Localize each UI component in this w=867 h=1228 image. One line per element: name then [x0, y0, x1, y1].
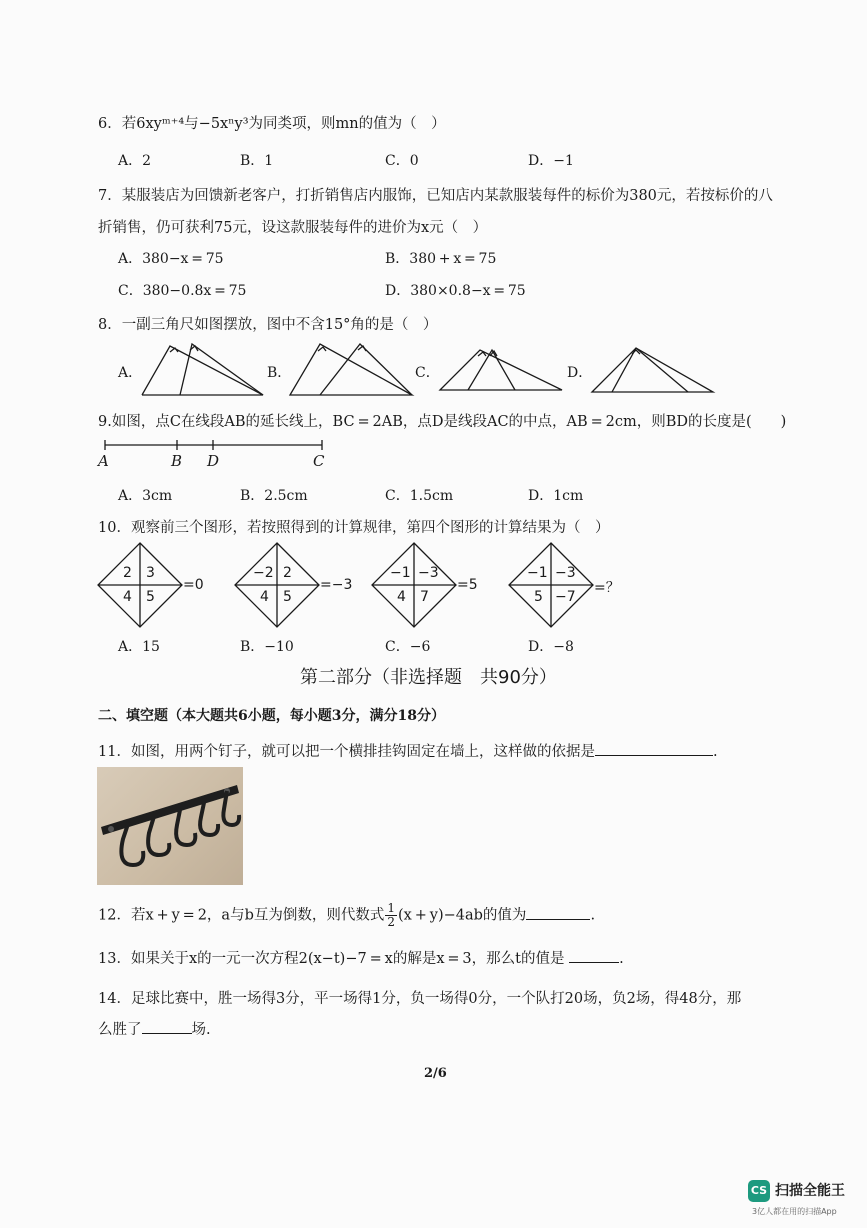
q10-fig2-cell-tl: −2	[253, 565, 274, 581]
q10-fig4-result: =？	[594, 580, 620, 596]
q9-text: 9.如图，点C在线段AB的延长线上，BC = 2AB，点D是线段AC的中点，AB = 2cm，则BD的长度是( )	[98, 414, 787, 430]
q13-answer-blank	[569, 948, 619, 963]
q13-text: 13．如果关于x的一元一次方程2(x−t)−7 = x的解是x = 3，那么t的值是	[98, 951, 565, 967]
q6-option-c: C．0	[385, 153, 419, 169]
q10-fig2-cell-tr: 2	[283, 565, 292, 581]
q10-fig1-cell-bl: 4	[123, 589, 132, 605]
q9-point-b: B	[171, 452, 183, 470]
brand-name: 扫描全能王	[775, 1183, 845, 1199]
q8-option-c: C．	[415, 365, 440, 381]
q14-line2-pre: 么胜了	[98, 1022, 142, 1038]
q12-fraction	[385, 902, 397, 929]
q12-pre: 12．若x + y = 2，a与b互为倒数，则代数式	[98, 907, 385, 924]
q8-text: 8．一副三角尺如图摆放，图中不含15°角的是（ ）	[98, 317, 438, 333]
q10-fig2-cell-bl: 4	[260, 589, 269, 605]
q12-post: (x + y)−4ab的值为	[398, 907, 527, 924]
q10-fig3-result: =5	[457, 577, 478, 593]
q12-frac-num: 1	[387, 901, 395, 915]
q7-line1: 7．某服装店为回馈新老客户，打折销售店内服饰，已知店内某款服装每件的标价为380元，若按标价的八	[98, 188, 773, 204]
q10-fig4-cell-tr: −3	[555, 565, 576, 581]
q6-option-b: B．1	[240, 153, 274, 169]
page-number: 2/6	[424, 1066, 447, 1081]
q10-fig1-cell-br: 5	[146, 589, 155, 605]
q7-option-a: A．380−x = 75	[118, 251, 224, 267]
q9-option-a: A．3cm	[118, 488, 173, 504]
section2-heading: 二、填空题（本大题共6小题，每小题3分，满分18分）	[98, 708, 445, 724]
q8-option-a: A．	[118, 365, 143, 381]
q11-answer-blank	[595, 741, 713, 756]
q10-fig1-result: =0	[183, 577, 204, 593]
q14-line1: 14．足球比赛中，胜一场得3分，平一场得1分，负一场得0分，一个队打20场，负2场，得48分，那	[98, 991, 742, 1007]
q9-point-d: D	[207, 452, 220, 470]
q9-point-a: A	[98, 452, 109, 470]
q10-fig2-result: =−3	[320, 577, 353, 593]
q12-frac-den: 2	[387, 915, 395, 929]
q10-fig3-cell-tl: −1	[390, 565, 411, 581]
q10-fig3-cell-bl: 4	[397, 589, 406, 605]
q10-fig3-cell-br: 7	[420, 589, 429, 605]
q10-text: 10．观察前三个图形，若按照得到的计算规律，第四个图形的计算结果为（ ）	[98, 520, 610, 536]
q9-option-d: D．1cm	[528, 488, 584, 504]
q9-option-c: C．1.5cm	[385, 488, 454, 504]
q10-option-c: C．−6	[385, 639, 431, 655]
wall-hook-photo	[97, 767, 243, 885]
q7-option-d: D．380×0.8−x = 75	[385, 283, 526, 299]
q10-option-a: A．15	[118, 639, 160, 655]
q9-option-b: B．2.5cm	[240, 488, 308, 504]
q8-option-b: B．	[267, 365, 292, 381]
q10-fig3-cell-tr: −3	[418, 565, 439, 581]
q6-text: 6．若6xyᵐ⁺⁴与−5xⁿy³为同类项，则mn的值为（ ）	[98, 116, 446, 132]
q10-diamond-2	[235, 543, 319, 627]
q14-line2-post: 场.	[191, 1022, 211, 1038]
q7-option-b: B．380 + x = 75	[385, 251, 497, 267]
q8-option-d: D．	[567, 365, 593, 381]
q6-option-d: D．−1	[528, 153, 574, 169]
q9-point-c: C	[313, 452, 325, 470]
q7-option-c: C．380−0.8x = 75	[118, 283, 247, 299]
q10-diamond-1	[98, 543, 182, 627]
brand-tagline: 3亿人都在用的扫描App	[752, 1207, 837, 1216]
q12-answer-blank	[526, 905, 590, 920]
q6-option-a: A．2	[118, 153, 152, 169]
q10-option-b: B．−10	[240, 639, 294, 655]
cs-logo: CS	[748, 1180, 770, 1202]
q12-end: .	[590, 907, 596, 924]
q11-line	[98, 740, 718, 761]
q10-option-d: D．−8	[528, 639, 574, 655]
q11-text: 11．如图，用两个钉子，就可以把一个横排挂钩固定在墙上，这样做的依据是	[98, 744, 595, 760]
q10-fig4-cell-br: −7	[555, 589, 576, 605]
q14-answer-blank	[142, 1019, 192, 1034]
q10-fig4-cell-tl: −1	[527, 565, 548, 581]
q13-line	[98, 947, 624, 968]
q10-fig1-cell-tl: 2	[123, 565, 132, 581]
q10-fig4-cell-bl: 5	[534, 589, 543, 605]
q11-end: .	[712, 744, 718, 760]
q14-line2	[98, 1018, 211, 1039]
q10-diamond-3	[372, 543, 456, 627]
q10-fig1-cell-tr: 3	[146, 565, 155, 581]
q12-line	[98, 902, 595, 929]
part2-title: 第二部分（非选择题 共90分）	[300, 667, 557, 688]
q10-diamond-4	[509, 543, 593, 627]
q13-end: .	[619, 951, 624, 967]
wall-hook-illustration	[97, 767, 243, 885]
q10-fig2-cell-br: 5	[283, 589, 292, 605]
q7-line2: 折销售，仍可获利75元，设这款服装每件的进价为x元（ ）	[98, 220, 488, 236]
